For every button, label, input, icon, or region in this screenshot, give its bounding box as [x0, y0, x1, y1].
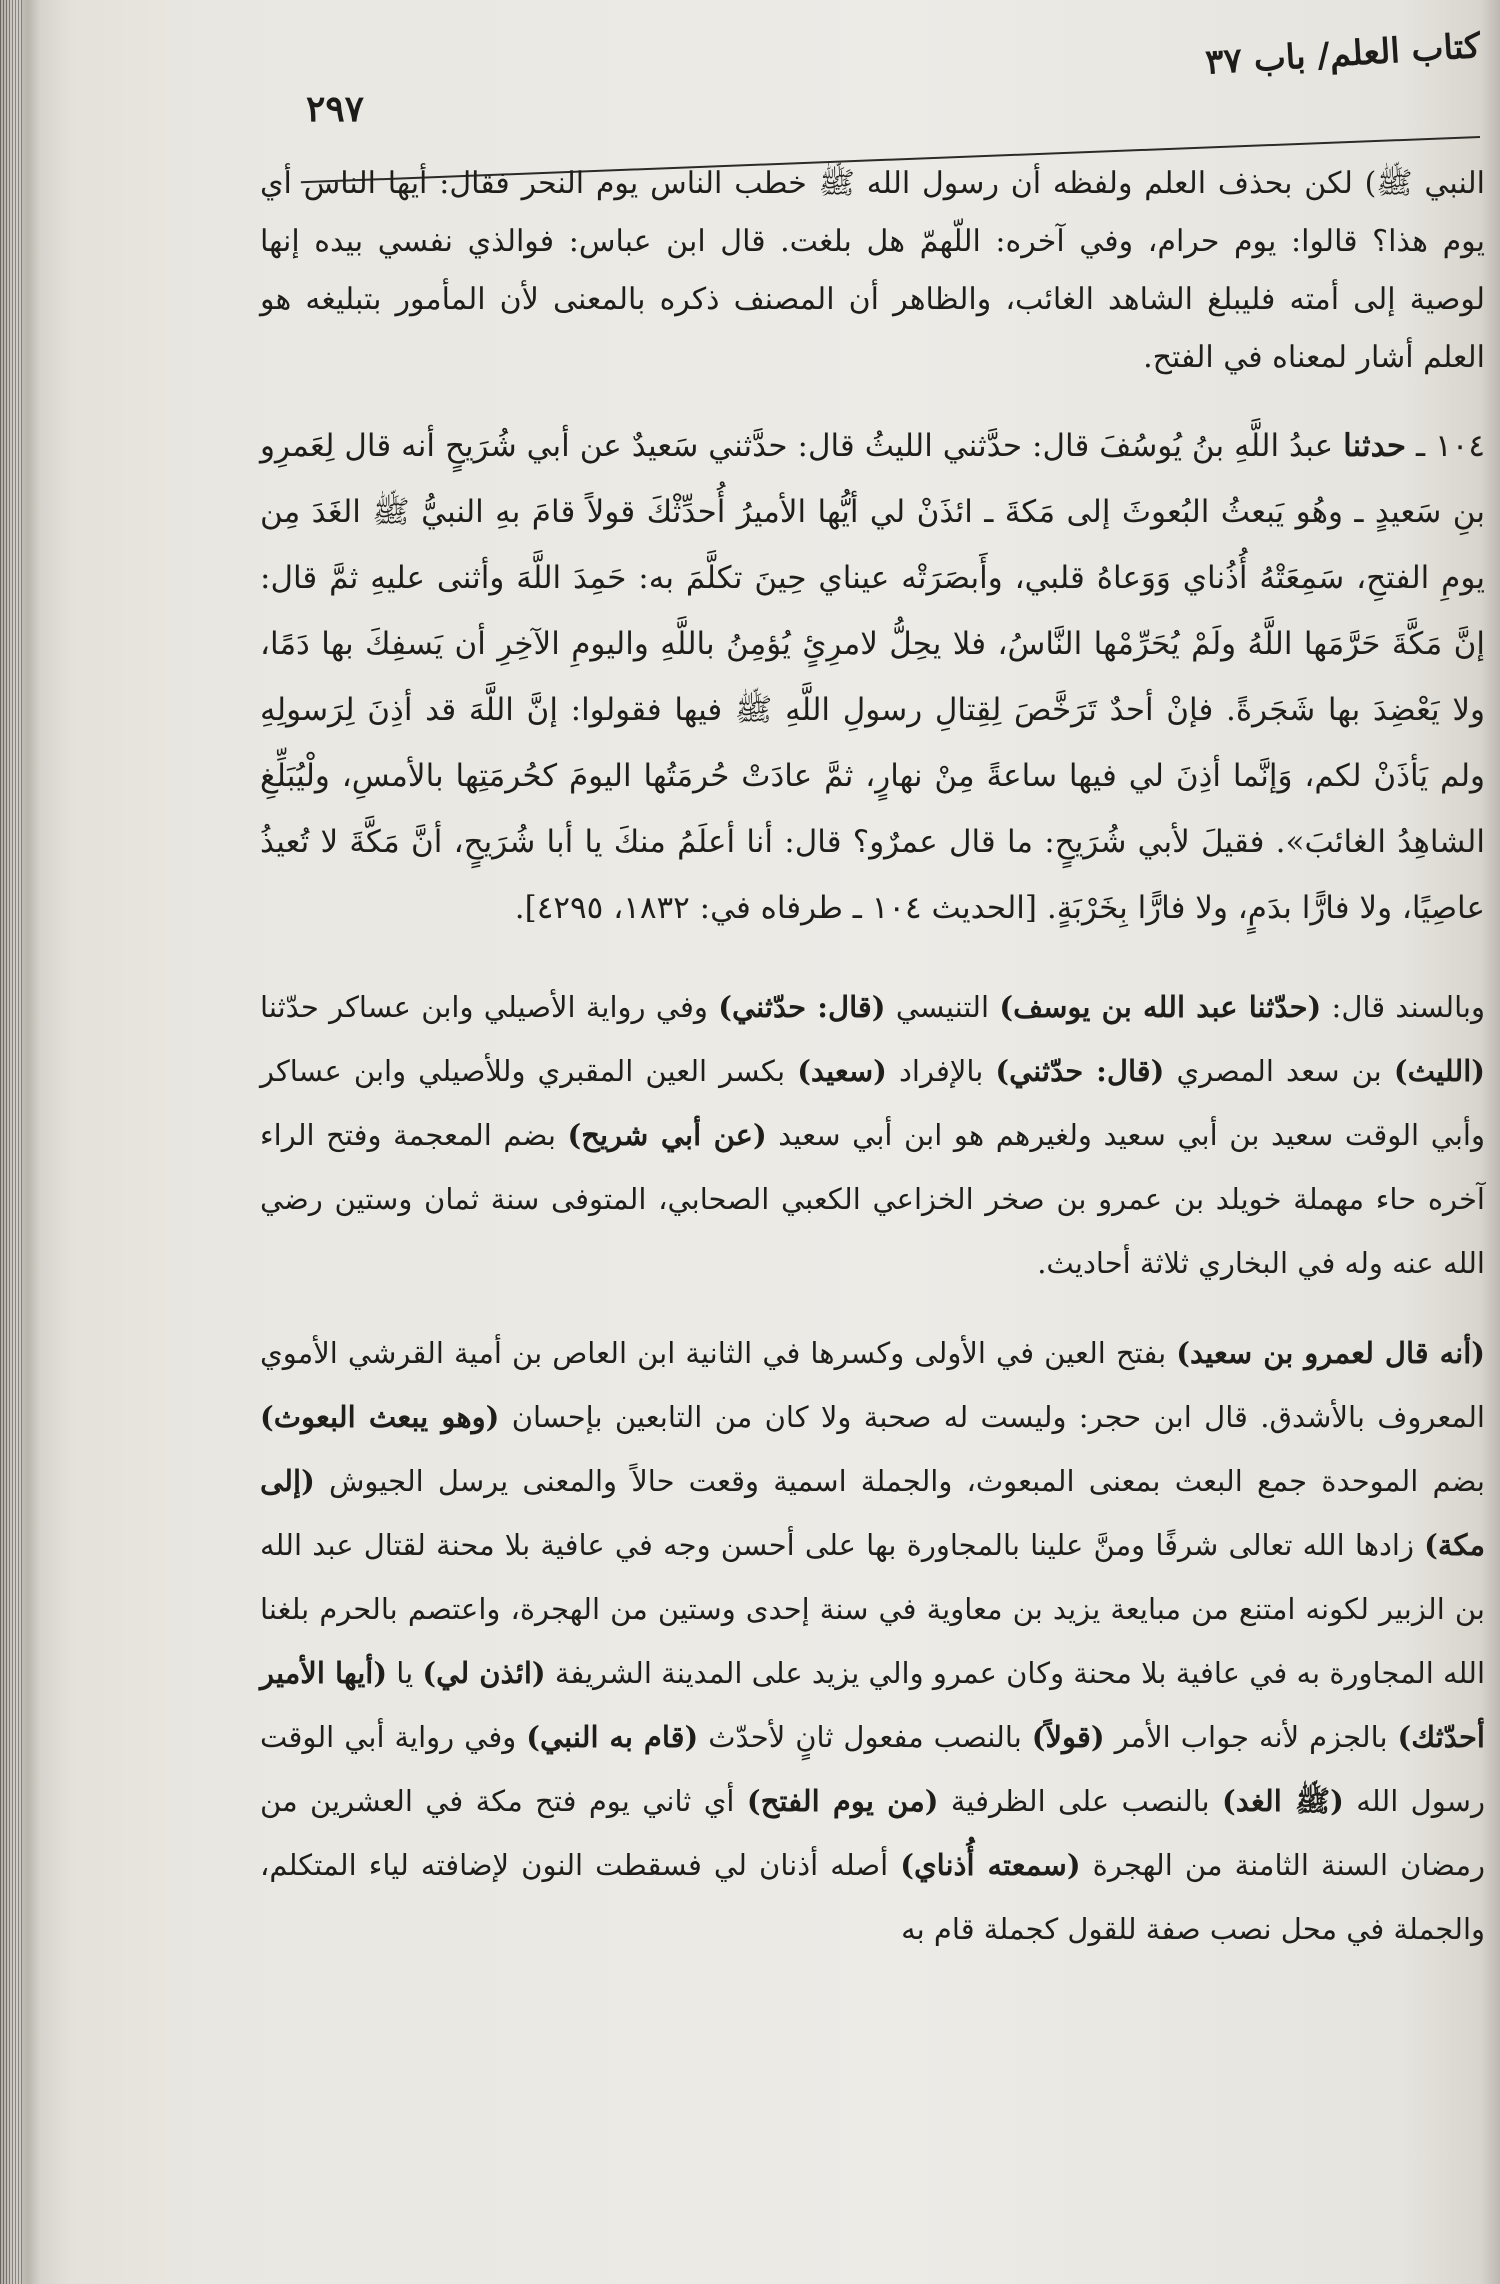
quoted-term: (سعيد) — [797, 1054, 887, 1088]
section-gap — [260, 941, 1485, 975]
commentary-text: أصله أذنان لي فسقطت النون لإضافته لياء المتكلم، والجملة في محل نصب صفة للقول كجملة قام به — [260, 1848, 1485, 1946]
page-body — [260, 155, 1485, 2265]
commentary-paragraph — [260, 1321, 1485, 1961]
quoted-term: (قام به النبي) — [526, 1720, 699, 1754]
quoted-term: (سمعته أُذناي) — [900, 1848, 1081, 1882]
quoted-term: (وهو يبعث البعوث) — [260, 1400, 500, 1434]
commentary-text: بن سعد المصري — [1164, 1054, 1394, 1088]
running-title: كتاب العلم/ باب ٣٧ — [1204, 26, 1482, 83]
quoted-term: (قال: حدّثني) — [718, 990, 886, 1024]
page-header — [300, 18, 1480, 138]
commentary-text: وفي رواية الأصيلي وابن عساكر حدّثنا — [260, 990, 719, 1024]
commentary-text: بالجزم لأنه جواب الأمر — [1104, 1720, 1398, 1754]
commentary-text: التنيسي — [885, 990, 1000, 1024]
quoted-term: (ائذن لي) — [422, 1656, 546, 1690]
commentary-text: وبالسند قال: — [1321, 990, 1486, 1024]
commentary-text: بفتح العين في الأولى وكسرها في الثانية ابن العاص بن أمية القرشي الأموي المعروف بالأشدق. قال ابن حجر: وليست له صحبة ولا كان من التابعين بإحسان — [260, 1336, 1485, 1434]
commentary-text: زادها الله تعالى شرفًا ومنَّ علينا بالمجاورة بها على أحسن وجه في عافية بلا محنة لقتال عبد الله بن الزبير لكونه امتنع من مبايعة يزيد بن معاوية في سنة إحدى وستين من الهجرة، واعتصم بالحرم بلغنا الله المجاورة به في عافية بلا محنة وكان عمرو والي يزيد على المدينة الشريفة — [260, 1528, 1486, 1690]
commentary-text: أي ثاني يوم فتح مكة في العشرين من رمضان السنة الثامنة من الهجرة — [260, 1784, 1485, 1882]
commentary-text: بالنصب على الظرفية — [938, 1784, 1222, 1818]
commentary-text: يا — [387, 1656, 423, 1690]
page-edge — [0, 0, 22, 2284]
commentary-text: بكسر العين المقبري وللأصيلي وابن عساكر وأبي الوقت سعيد بن أبي سعيد ولغيرهم هو ابن أبي سعيد — [260, 1054, 1485, 1152]
hadith-text: عبدُ اللَّهِ بنُ يُوسُفَ قال: حدَّثني الليثُ قال: حدَّثني سَعيدٌ عن أبي شُرَيحٍ أنه قال لِعَمرِو بنِ سَعيدٍ ـ وهُو يَبعثُ البُعوثَ إلى مَكةَ ـ ائذَنْ لي أيُّها الأميرُ أُحدِّثْكَ قولاً قامَ بهِ النبيُّ ﷺ الغَدَ مِن يومِ الفتحِ، سَمِعَتْهُ أُذُناي وَوَعاهُ قلبي، وأَبصَرَتْه عيناي حِينَ تكلَّمَ به: حَمِدَ اللَّهَ وأثنى عليهِ ثمَّ قال: إنَّ مَكَّةَ حَرَّمَها اللَّهُ ولَمْ يُحَرِّمْها النَّاسُ، فلا يحِلُّ لامرِئٍ يُؤمِنُ باللَّهِ واليومِ الآخِرِ أن يَسفِكَ بها دَمًا، ولا يَعْضِدَ بها شَجَرةً. فإنْ أحدٌ تَرَخَّصَ لِقِتالِ رسولِ اللَّهِ ﷺ فيها فقولوا: إنَّ اللَّهَ قد أذِنَ لِرَسولِهِ ولم يَأذَنْ لكم، وَإنَّما أذِنَ لي فيها ساعةً مِنْ نهارٍ، ثمَّ عادَتْ حُرمَتُها اليومَ كحُرمَتِها بالأمسِ، ولْيُبَلِّغِ الشاهِدُ الغائبَ». فقيلَ لأبي شُرَيحٍ: ما قال عمرٌو؟ قال: أنا أعلَمُ منكَ يا أبا شُرَيحٍ، أنَّ مَكَّةَ لا تُعيذُ عاصِيًا، ولا فارًّا بدَمٍ، ولا فارًّا بِخَرْبَةٍ. [الحديث ١٠٤ ـ طرفاه في: ١٨٣٢، ٤٢٩٥]. — [260, 428, 1485, 926]
quoted-term: (قولاً) — [1031, 1720, 1105, 1754]
quoted-term: (عن أبي شريح) — [567, 1118, 767, 1152]
hadith-number: ١٠٤ ـ — [1416, 428, 1486, 464]
quoted-term: (الليث) — [1393, 1054, 1486, 1088]
commentary-text: بالنصب مفعول ثانٍ لأحدّث — [698, 1720, 1032, 1754]
quoted-term: (من يوم الفتح) — [746, 1784, 939, 1818]
commentary-text: بضم المعجمة وفتح الراء آخره حاء مهملة خويلد بن عمرو بن صخر الخزاعي الكعبي الصحابي، المتوفى سنة ثمان وستين رضي الله عنه وله في البخاري ثلاثة أحاديث. — [260, 1118, 1485, 1280]
page-number: ٢٩٧ — [306, 88, 365, 130]
quoted-term: (قال: حدّثني) — [995, 1054, 1165, 1088]
commentary-text: وفي رواية أبي الوقت رسول الله — [260, 1720, 1485, 1818]
quoted-term: (ﷺ الغد) — [1222, 1784, 1344, 1818]
quoted-term: (أنه قال لعمرو بن سعيد) — [1176, 1336, 1485, 1370]
commentary — [260, 975, 1485, 1961]
hadith-opening: حدثنا — [1343, 428, 1407, 464]
commentary-paragraph — [260, 975, 1485, 1295]
quoted-term: (حدّثنا عبد الله بن يوسف) — [999, 990, 1322, 1024]
quoted-term: (أيها الأمير أحدّثك) — [260, 1656, 1485, 1754]
intro-paragraph: النبي ﷺ) لكن بحذف العلم ولفظه أن رسول الله ﷺ خطب الناس يوم النحر فقال: أيها الناس أي يوم هذا؟ قالوا: يوم حرام، وفي آخره: اللّهمّ هل بلغت. قال ابن عباس: فوالذي نفسي بيده إنها لوصية إلى أمته فليبلغ الشاهد الغائب، والظاهر أن المصنف ذكره بالمعنى لأن المأمور بتبليغه هو العلم أشار لمعناه في الفتح. — [260, 166, 1485, 375]
hadith-paragraph — [260, 413, 1485, 941]
quoted-term: (إلى مكة) — [260, 1464, 1485, 1562]
commentary-text: بالإفراد — [886, 1054, 996, 1088]
commentary-text: بضم الموحدة جمع البعث بمعنى المبعوث، والجملة اسمية وقعت حالاً والمعنى يرسل الجيوش — [314, 1464, 1485, 1498]
